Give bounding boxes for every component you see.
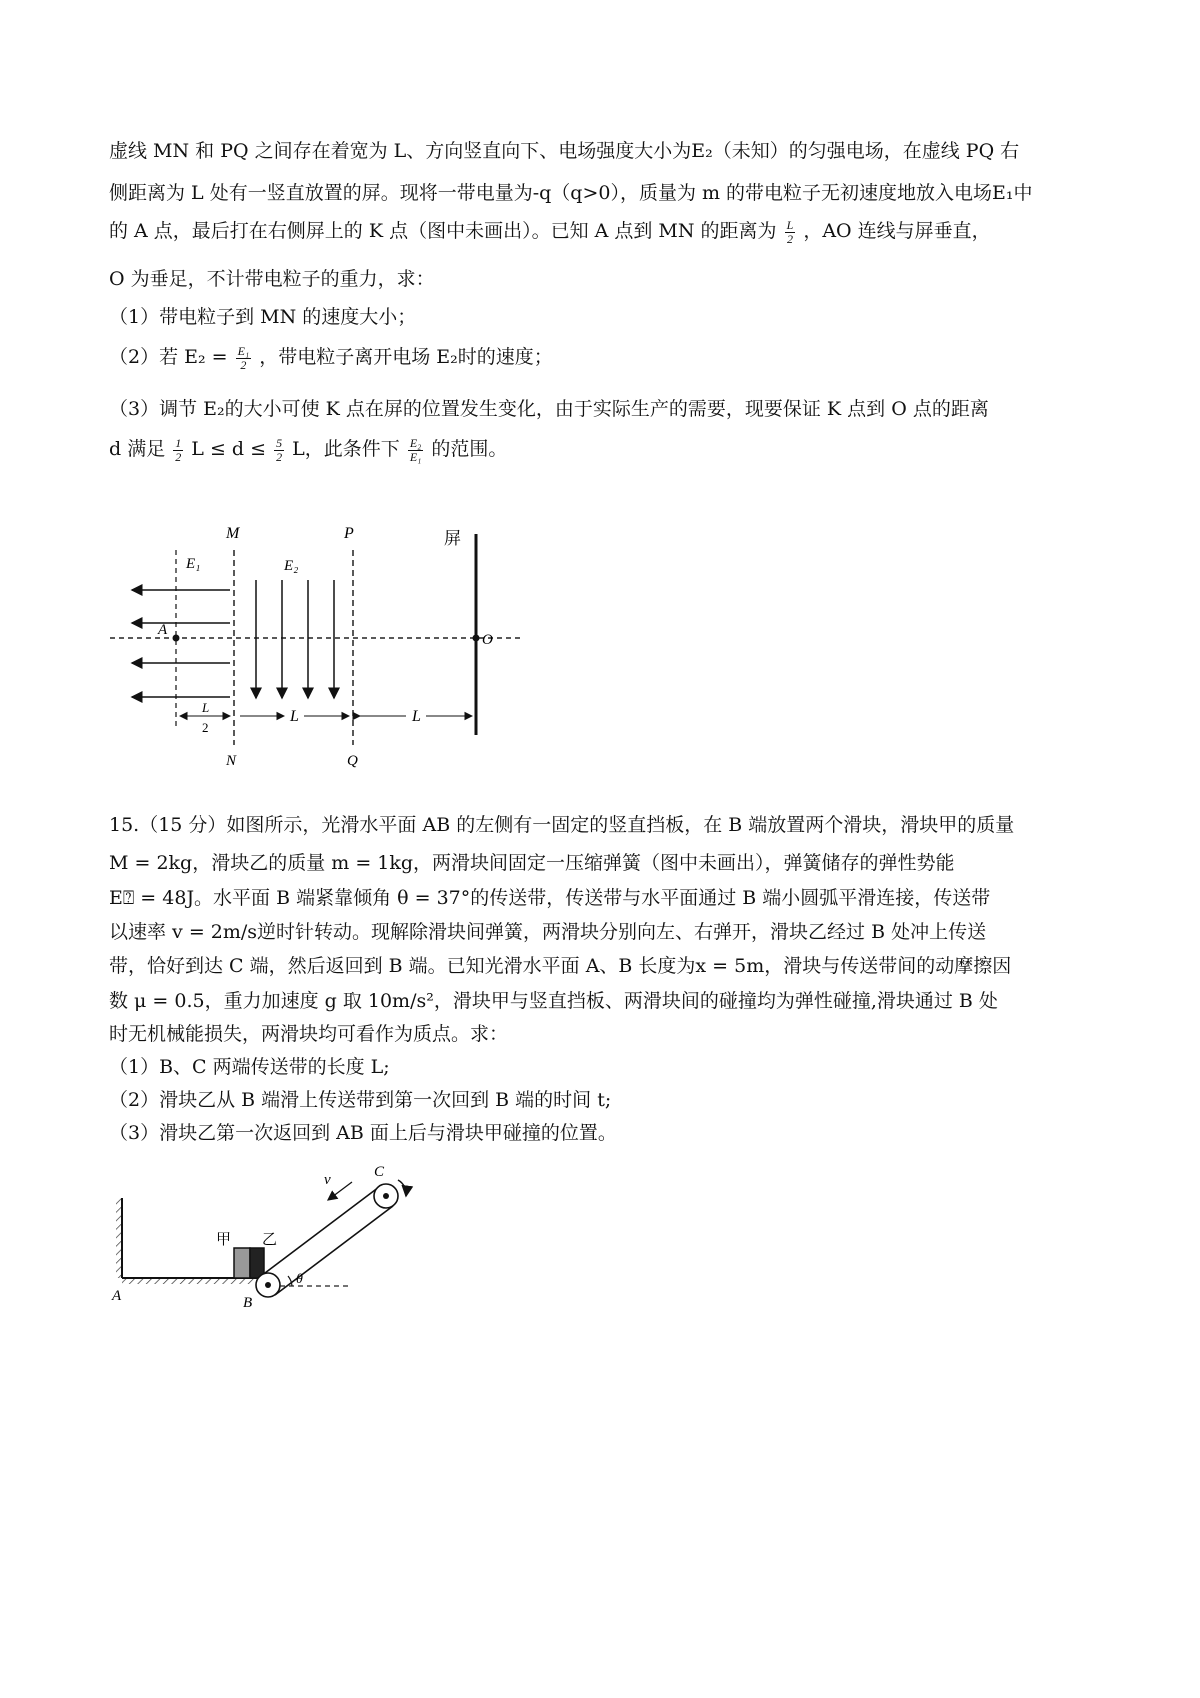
label-E1: E₁ [186,556,201,572]
q3-text-c: L，此条件下 [292,438,400,460]
label-Q: Q [347,753,358,769]
problem14-question1: （1）带电粒子到 MN 的速度大小； [109,306,417,328]
label-half-L-numerator: L [202,700,210,715]
label-v: v [324,1172,331,1188]
velocity-arrow [328,1182,352,1200]
problem14-question2 [109,344,1109,372]
fraction-1-over-2 [173,437,183,464]
problem14-line2: 侧距离为 L 处有一竖直放置的屏。现将一带电量为-q（q>0），质量为 m 的带电粒子无初速度地放入电场E₁中 [109,182,1033,204]
point-A [173,635,180,642]
label-E2: E₂ [284,558,299,574]
q2-text-b: ，带电粒子离开电场 E₂时的速度； [259,346,553,368]
label-theta: θ [296,1272,303,1287]
problem14-line1: 虚线 MN 和 PQ 之间存在着宽为 L、方向竖直向下、电场强度大小为E₂（未知）的匀强电场，在虚线 PQ 右 [109,140,1020,162]
figure-conveyor-belt [110,1150,440,1320]
problem15-line7: 时无机械能损失，两滑块均可看作为质点。求： [109,1023,509,1045]
problem15-line4: 以速率 v = 2m/s逆时针转动。现解除滑块间弹簧，两滑块分别向左、右弹开，滑块乙经过 B 处冲上传送 [109,921,987,943]
label-half-L-denominator: 2 [202,720,209,735]
label-A: A [158,622,168,638]
block-jia [234,1248,250,1278]
label-P: P [344,525,354,542]
problem14-line3-text-b: ，AO 连线与屏垂直， [803,220,991,242]
label-L-middle: L [290,708,299,725]
fraction-numerator: E₁ [237,343,250,358]
problem14-line3-text-a: 的 A 点，最后打在右侧屏上的 K 点（图中未画出）。已知 A 点到 MN 的距离为 [109,220,777,242]
fraction-E2-over-E1 [408,437,424,464]
pulley-C-axle [383,1193,389,1199]
label-B: B [243,1295,253,1311]
problem15-line1: 15.（15 分）如图所示，光滑水平面 AB 的左侧有一固定的竖直挡板，在 B 端放置两个滑块，滑块甲的质量 [109,814,1015,836]
label-A: A [112,1288,122,1304]
problem14-question3-line1: （3）调节 E₂的大小可使 K 点在屏的位置发生变化，由于实际生产的需要，现要保证 K 点到 O 点的距离 [109,398,989,420]
fraction-denominator: 2 [276,449,283,464]
pulley-B-axle [265,1282,271,1288]
q3-text-a: d 满足 [109,438,166,460]
rotation-arrow [398,1180,406,1196]
fraction-numerator: 5 [276,435,283,450]
problem15-question1: （1）B、C 两端传送带的长度 L; [109,1056,390,1078]
problem15-question3: （3）滑块乙第一次返回到 AB 面上后与滑块甲碰撞的位置。 [109,1122,617,1144]
label-M: M [226,525,240,542]
fraction-E1-over-2 [236,345,252,372]
point-O [473,635,480,642]
label-C: C [374,1164,385,1180]
fraction-denominator: 2 [786,231,793,246]
problem15-line3: E⍰ = 48J。水平面 B 端紧靠倾角 θ = 37°的传送带，传送带与水平面通过 B 端小圆弧平滑连接，传送带 [109,887,991,909]
block-yi [250,1248,264,1278]
fraction-numerator: 1 [175,435,182,450]
fraction-numerator: L [786,217,794,232]
q3-text-b: L ≤ d ≤ [191,438,267,460]
problem15-question2: （2）滑块乙从 B 端滑上传送带到第一次回到 B 端的时间 t; [109,1089,612,1111]
label-O: O [482,632,493,648]
label-jia: 甲 [216,1230,232,1248]
label-yi: 乙 [262,1230,278,1248]
q3-text-d: 的范围。 [431,438,508,460]
fraction-denominator: 2 [175,449,182,464]
fraction-denominator: 2 [240,357,247,372]
problem15-line2: M = 2kg，滑块乙的质量 m = 1kg，两滑块间固定一压缩弹簧（图中未画出），弹簧储存的弹性势能 [109,852,955,874]
fraction-denominator: E₁ [409,449,422,464]
label-N: N [226,753,237,769]
problem14-question3-line2 [109,436,1109,464]
belt-upper-edge [261,1187,379,1276]
fraction-L-over-2 [785,219,796,246]
fraction-numerator: E₂ [409,435,422,450]
label-L-right: L [412,708,421,725]
figure-electric-fields [110,525,550,790]
problem15-line6: 数 μ = 0.5，重力加速度 g 取 10m/s²，滑块甲与竖直挡板、两滑块间的碰撞均为弹性碰撞,滑块通过 B 处 [109,990,998,1012]
belt-lower-edge [275,1206,393,1295]
q2-text-a: （2）若 E₂ = [109,346,228,368]
label-screen: 屏 [444,529,461,549]
problem15-line5: 带，恰好到达 C 端，然后返回到 B 端。已知光滑水平面 A、B 长度为x = 5m，滑块与传送带间的动摩擦因 [109,955,1012,977]
fraction-5-over-2 [274,437,284,464]
problem14-line3 [109,218,1109,246]
problem14-line4: O 为垂足，不计带电粒子的重力，求： [109,268,435,290]
